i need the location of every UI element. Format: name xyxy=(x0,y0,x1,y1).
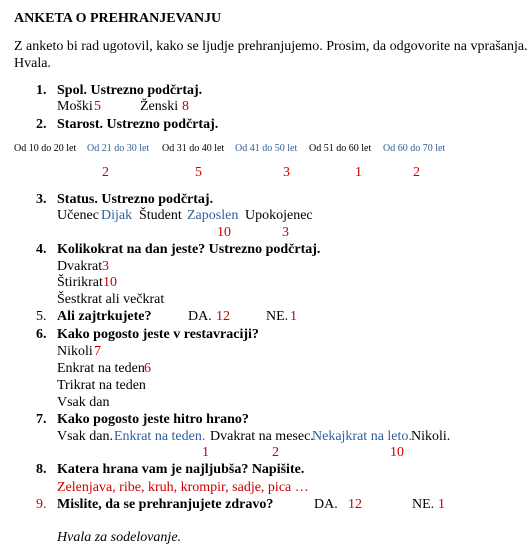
q3-option-employed: Zaposlen xyxy=(187,208,239,223)
q6-count-never: 7 xyxy=(94,344,101,359)
q6-option-three-week: Trikrat na teden xyxy=(57,378,146,393)
q2-count-60-70: 2 xyxy=(413,165,420,180)
survey-title: ANKETA O PREHRANJEVANJU xyxy=(14,11,222,26)
q6-option-never: Nikoli xyxy=(57,344,93,359)
q3-option-highschool: Dijak xyxy=(101,208,133,223)
q7-count-few-year: 10 xyxy=(390,445,404,460)
q3-option-student: Študent xyxy=(139,208,182,223)
q5-number: 5. xyxy=(36,309,47,324)
q9-yes-count: 12 xyxy=(348,497,362,512)
q9-title: Mislite, da se prehranjujete zdravo? xyxy=(57,497,274,512)
q2-count-41-50: 3 xyxy=(283,165,290,180)
closing-thanks: Hvala za sodelovanje. xyxy=(57,530,182,545)
q8-number: 8. xyxy=(36,462,47,477)
q7-option-twice-month: Dvakrat na mesec. xyxy=(210,429,314,444)
q2-range-21-30: Od 21 do 30 let xyxy=(87,143,150,154)
q2-range-10-20: Od 10 do 20 let xyxy=(14,143,77,154)
q5-title: Ali zajtrkujete? xyxy=(57,309,152,324)
q7-count-daily: 1 xyxy=(202,445,209,460)
q4-number: 4. xyxy=(36,242,47,257)
q4-option-twice: Dvakrat xyxy=(57,259,103,274)
q3-count-highschool: 10 xyxy=(217,225,231,240)
q2-title: Starost. Ustrezno podčrtaj. xyxy=(57,117,219,132)
q2-count-21-30: 2 xyxy=(102,165,109,180)
q5-yes-label: DA. xyxy=(188,309,212,324)
q7-option-never: Nikoli. xyxy=(411,429,451,444)
q4-title: Kolikokrat na dan jeste? Ustrezno podčrtaj. xyxy=(57,242,321,257)
q6-option-daily: Vsak dan xyxy=(57,395,110,410)
q9-no-count: 1 xyxy=(438,497,445,512)
q5-no-count: 1 xyxy=(290,309,297,324)
intro-thanks: Hvala. xyxy=(14,56,51,71)
intro-text: Z anketo bi rad ugotovil, kako se ljudje prehranjujemo. Prosim, da odgovorite na vprašanja. xyxy=(14,39,528,54)
q2-range-60-70: Od 60 do 70 let xyxy=(383,143,446,154)
q2-range-51-60: Od 51 do 60 let xyxy=(309,143,372,154)
q5-yes-count: 12 xyxy=(216,309,230,324)
q4-count-four-times: 10 xyxy=(103,275,117,290)
q3-option-retired: Upokojenec xyxy=(245,208,313,223)
q2-count-31-40: 5 xyxy=(195,165,202,180)
q3-number: 3. xyxy=(36,192,47,207)
q9-number: 9. xyxy=(36,497,47,512)
q1-count-male: 5 xyxy=(94,99,101,114)
q7-number: 7. xyxy=(36,412,47,427)
q7-count-once-week: 2 xyxy=(272,445,279,460)
q3-option-pupil: Učenec xyxy=(57,208,99,223)
q1-option-male: Moški xyxy=(57,99,93,114)
q8-answer: Zelenjava, ribe, kruh, krompir, sadje, pica … xyxy=(57,480,309,495)
q4-count-twice: 3 xyxy=(102,259,109,274)
q1-option-female: Ženski xyxy=(140,99,179,114)
q7-title: Kako pogosto jeste hitro hrano? xyxy=(57,412,249,427)
q6-title: Kako pogosto jeste v restavraciji? xyxy=(57,327,259,342)
q8-title: Katera hrana vam je najljubša? Napišite. xyxy=(57,462,305,477)
q1-title: Spol. Ustrezno podčrtaj. xyxy=(57,83,203,98)
q2-number: 2. xyxy=(36,117,47,132)
q4-option-six-or-more: Šestkrat ali večkrat xyxy=(57,292,165,307)
q9-no-label: NE. xyxy=(412,497,435,512)
q1-number: 1. xyxy=(36,83,47,98)
q2-range-41-50: Od 41 do 50 let xyxy=(235,143,298,154)
q9-yes-label: DA. xyxy=(314,497,338,512)
q3-count-employed: 3 xyxy=(282,225,289,240)
q4-option-four-times: Štirikrat xyxy=(57,275,103,290)
q3-title: Status. Ustrezno podčrtaj. xyxy=(57,192,214,207)
q6-number: 6. xyxy=(36,327,47,342)
q6-option-once-week: Enkrat na teden xyxy=(57,361,145,376)
q2-range-31-40: Od 31 do 40 let xyxy=(162,143,225,154)
q1-count-female: 8 xyxy=(182,99,189,114)
q7-option-once-week: Enkrat na teden. xyxy=(114,429,206,444)
q6-count-once-week: 6 xyxy=(144,361,151,376)
q7-option-daily: Vsak dan. xyxy=(57,429,113,444)
q5-no-label: NE. xyxy=(266,309,289,324)
q2-count-51-60: 1 xyxy=(355,165,362,180)
q7-option-few-year: Nekajkrat na leto. xyxy=(312,429,412,444)
